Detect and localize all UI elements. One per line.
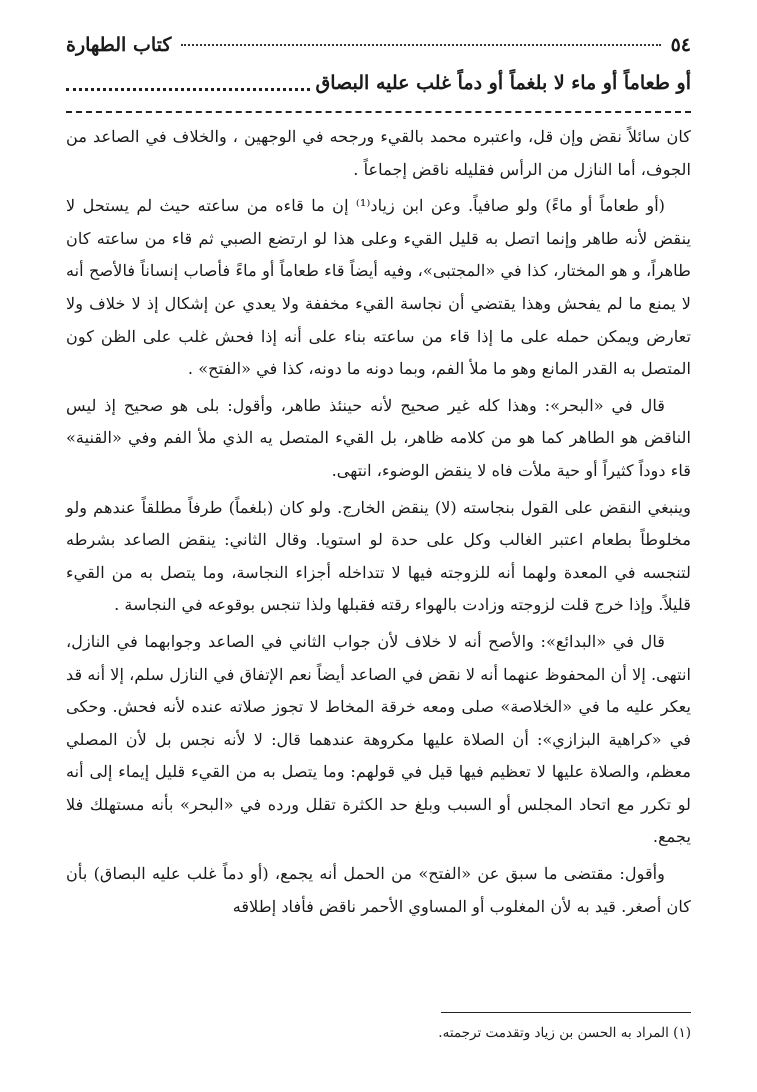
page-header <box>66 32 691 58</box>
matn-separator-line <box>66 111 691 113</box>
commentary-body <box>66 121 691 927</box>
paragraph-2: (أو طعاماً أو ماءً) ولو صافياً. وعن ابن زياد⁽¹⁾ إن ما قاءه من ساعته حيث لم يستحل لا ينقض لأنه طاهر وإنما اتصل به قليل القيء وعلى هذا لو ارتضع الصبي ثم قاء من ساعته كان طاهراً، و هو المختار، كذا في «المجتبى»، وفيه أيضاً قاء طعاماً أو ماءً فأصاب إنساناً فالأصح أنه لا يمنع ما لم يفحش وهذا يقتضي أن نجاسة القيء مخففة ولا يعدي عن إشكال إذ لا خلاف ولا تعارض ويمكن حمله على ما إذا قاء من ساعته بناء على أنه إذا فحش غلب على الظن كون المتصل به القدر المانع وهو ما ملأ الفم، وبما دونه ما دونه، كذا في «الفتح» . <box>66 196 691 379</box>
paragraph-3: قال في «البحر»: وهذا كله غير صحيح لأنه حينئذ طاهر، وأقول: بلى هو صحيح إذ ليس الناقض هو الطاهر كما هو من كلامه ظاهر، بل القيء المتصل يه الذي ملأ الفم وفي «القنية» قاء دوداً كثيراً أو حية ملأت فاه لا ينقض الوضوء، انتهى. <box>66 395 691 480</box>
page-number: ٥٤ <box>670 34 691 56</box>
footnote-rule <box>441 1012 691 1013</box>
matn-dotted-leader <box>66 88 310 91</box>
matn-excerpt <box>66 72 691 102</box>
paragraph-6: وأقول: مقتضى ما سبق عن «الفتح» من الحمل أنه يجمع، (أو دماً غلب عليه البصاق) بأن كان أصغر. قيد به لأن المغلوب أو المساوي الأحمر ناقض فأفاد إطلاقه <box>66 864 691 916</box>
paragraph-5: قال في «البدائع»: والأصح أنه لا خلاف لأن جواب الثاني في الصاعد وجوابهما في النازل، انتهى. إلا أن المحفوظ عنهما أنه لا نقض في الصاعد أيضاً نعم الإتفاق في النازل سلم، إلا أنه قد يعكر عليه ما في «الخلاصة» صلى ومعه خرقة المخاط لا تجوز صلاته عنده لأنه فحش. وحكى في «كراهية البزازي»: أن الصلاة عليها مكروهة عندهما قال: لا لأنه نجس بل لأن المصلي معظم، والصلاة عليها لا تعظيم فيها قيل في قولهم: وما يتصل به من القيء قليل إيماء إلى أنه لو تكرر مع اتحاد المجلس أو السبب وبلغ حد الكثرة تقلل ورده في «البحر» بأنه مستهلك فلا يجمع. <box>66 631 691 847</box>
paragraph-1: كان سائلاً نقض وإن قل، واعتبره محمد بالقيء ورجحه في الوجهين ، والخلاف في الصاعد من الجوف، أما النازل من الرأس فقليله ناقض إجماعاً . <box>66 127 691 179</box>
matn-text: أو طعاماً أو ماء لا بلغماً أو دماً غلب عليه البصاق <box>315 72 691 94</box>
header-dotted-leader <box>181 44 660 46</box>
paragraph-4: وينبغي النقض على القول بنجاسته (لا) ينقض الخارج. ولو كان (بلغماً) طرفاً مطلقاً عندهم ولو مخلوطاً بطعام اعتبر الغالب وكل على حدة لو استويا. وقال الثاني: ينقض الصاعد بشرطه لتنجسه في المعدة ولهما أنه للزوجته فيها لا تتداخله أجزاء النجاسة، وما يتصل به من القيء قليلاً. وإذا خرج قلت لزوجته وزادت بالهواء رقته فقبلها ولذا تنجس بوقوعه في النجاسة . <box>66 497 691 615</box>
running-title: كتاب الطهارة <box>66 34 172 56</box>
footnote: (١) المراد به الحسن بن زياد وتقدمت ترجمته. <box>438 1025 691 1041</box>
